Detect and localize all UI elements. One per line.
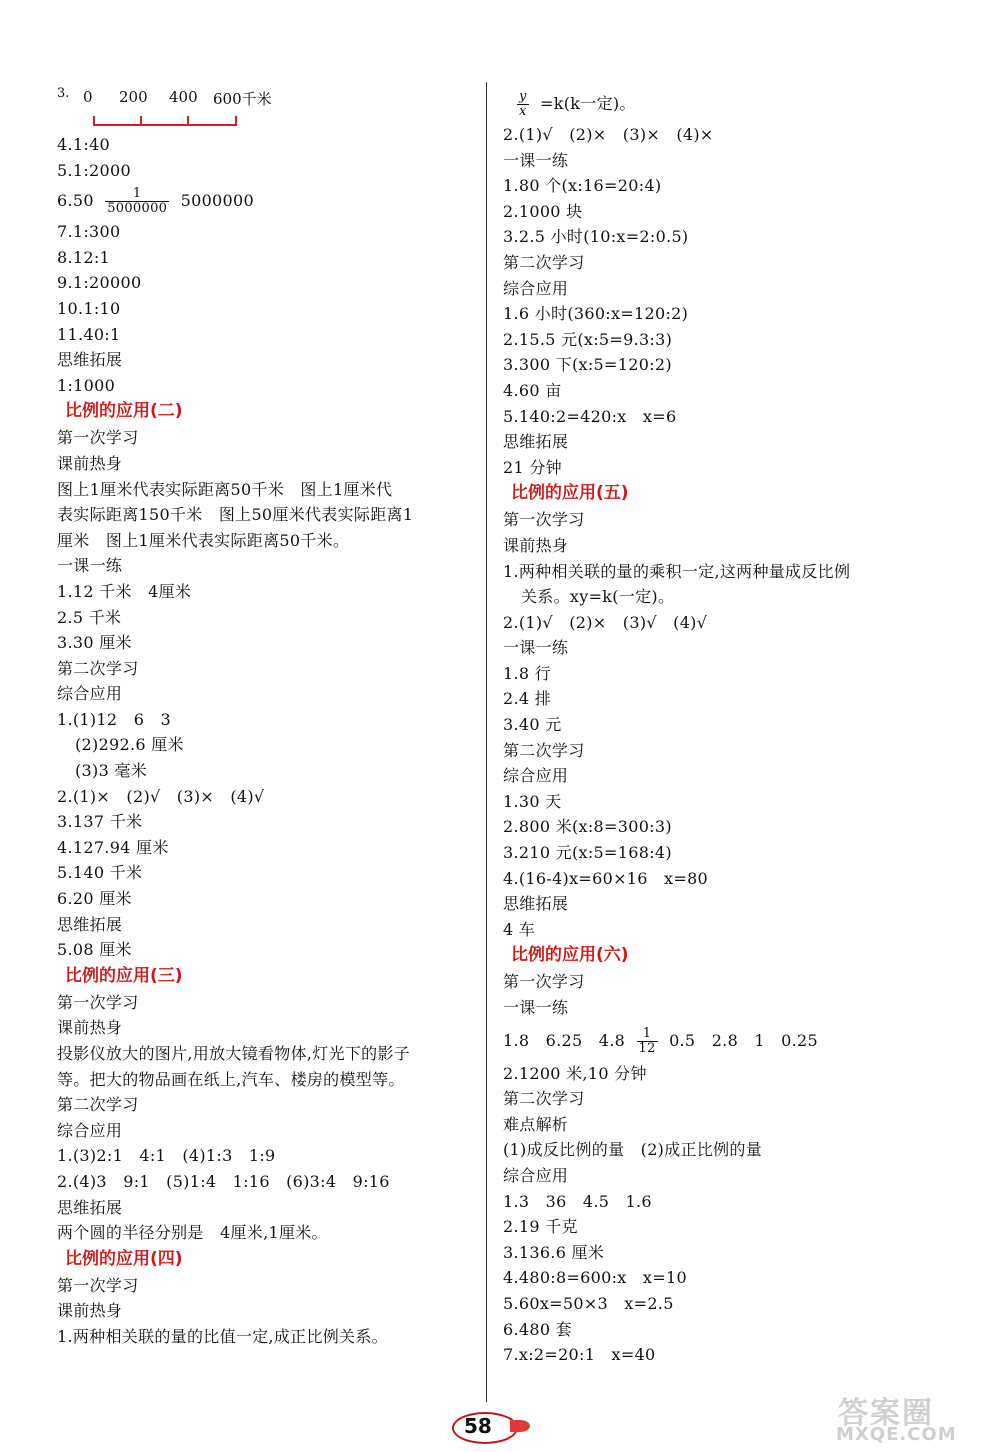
- section-heading: 比例的应用(五): [511, 483, 629, 504]
- scale-tick: [235, 116, 237, 126]
- answer-line: 思维拓展: [57, 914, 123, 934]
- answer-line: 3.210 元(x:5=168:4): [503, 843, 672, 863]
- answer-line: 第一次学习: [57, 428, 139, 448]
- answer-line: 3.137 千米: [57, 812, 143, 832]
- answer-line: 1.8 行: [503, 663, 552, 683]
- left-column: [57, 88, 477, 1350]
- answer-line: 关系。xy=k(一定)。: [521, 587, 675, 607]
- answer-line: 2.(1)√ (2)× (3)× (4)×: [503, 125, 714, 144]
- answer-line: 一课一练: [503, 638, 569, 658]
- answer-line: 一课一练: [503, 998, 569, 1017]
- answer-line: 第一次学习: [503, 972, 585, 992]
- answer-line: 课前热身: [57, 1018, 123, 1038]
- answer-line: 第一次学习: [503, 510, 585, 530]
- answer-line: 4.1:40: [57, 135, 110, 154]
- answer-line: 5.08 厘米: [57, 940, 132, 960]
- answer-line: 1.30 天: [503, 791, 562, 811]
- answer-line: (2)292.6 厘米: [75, 735, 184, 755]
- answer-line-6: [57, 183, 477, 219]
- answer-line: 课前热身: [503, 535, 569, 555]
- answer-line: 2.19 千克: [503, 1217, 578, 1237]
- scale-tick: [187, 116, 189, 126]
- answer-line: 1.两种相关联的量的比值一定,成正比例关系。: [57, 1326, 388, 1346]
- page-number: 58: [464, 1414, 492, 1438]
- answer-line: 2.1200 米,10 分钟: [503, 1063, 647, 1083]
- answer-text: 1.8 6.25 4.8: [503, 1030, 626, 1050]
- answer-line: 5.140:2=420:x x=6: [503, 406, 677, 426]
- fraction: [637, 1027, 658, 1056]
- answer-line: 3.136.6 厘米: [503, 1242, 605, 1262]
- section-heading: 比例的应用(二): [65, 401, 183, 422]
- scale-tick: [93, 116, 95, 126]
- answer-line: 5.60x=50×3 x=2.5: [503, 1293, 674, 1313]
- answer-line: (3)3 毫米: [75, 761, 148, 781]
- answer-line: 1.(1)12 6 3: [57, 709, 171, 729]
- answer-line: 2.(1)× (2)√ (3)× (4)√: [57, 786, 265, 806]
- answer-line: 3.300 下(x:5=120:2): [503, 355, 672, 375]
- answer-line: 8.12:1: [57, 247, 110, 267]
- fraction-numerator: 1: [637, 1027, 658, 1042]
- answer-line: 第二次学习: [503, 740, 585, 760]
- answer-line: 6.480 套: [503, 1319, 572, 1339]
- answer-text: 0.5 2.8 1 0.25: [669, 1030, 818, 1050]
- answer-line: 2.1000 块: [503, 201, 583, 221]
- answer-line: 一课一练: [503, 150, 569, 170]
- answer-line: 综合应用: [503, 766, 569, 786]
- answer-line: 1.6 小时(360:x=120:2): [503, 304, 689, 324]
- answer-line: 3.2.5 小时(10:x=2:0.5): [503, 227, 689, 247]
- scale-bar: [93, 114, 237, 126]
- answer-line: 7.1:300: [57, 222, 121, 242]
- fraction: [517, 90, 529, 119]
- answer-text: 6.50: [57, 191, 94, 211]
- fraction-denominator: 12: [638, 1040, 656, 1056]
- answer-line: 等。把大的物品画在纸上,汽车、楼房的模型等。: [57, 1069, 405, 1089]
- page-number-badge: [452, 1408, 532, 1444]
- answer-line: 5.1:2000: [57, 160, 131, 180]
- answer-line: 1.(3)2:1 4:1 (4)1:3 1:9: [57, 1146, 276, 1166]
- answer-line: 1.3 36 4.5 1.6: [503, 1191, 652, 1211]
- watermark-en: MXQE.COM: [836, 1424, 957, 1445]
- answer-line: 第二次学习: [503, 252, 585, 272]
- answer-line: 课前热身: [57, 1301, 123, 1321]
- answer-line: 7.x:2=20:1 x=40: [503, 1345, 656, 1365]
- answer-line: 课前热身: [57, 453, 123, 473]
- watermark-cn: 答案圈: [838, 1396, 934, 1431]
- fraction-numerator: y: [519, 89, 527, 104]
- watermark-logo: [830, 1388, 990, 1448]
- answer-line: 第二次学习: [57, 658, 139, 678]
- answer-line: 1:1000: [57, 375, 116, 395]
- answer-line: 思维拓展: [503, 894, 569, 914]
- answer-line: 1.80 个(x:16=20:4): [503, 176, 662, 196]
- scale-label-400: 400: [169, 88, 198, 106]
- right-column: [503, 86, 943, 1368]
- answer-line: 第一次学习: [57, 992, 139, 1012]
- answer-line: 难点解析: [503, 1114, 569, 1134]
- section-heading: 比例的应用(六): [511, 945, 629, 966]
- answer-line: 3.40 元: [503, 715, 562, 735]
- scale-num: 3.: [57, 86, 70, 101]
- answer-line: 综合应用: [503, 278, 569, 298]
- answer-line: 思维拓展: [57, 350, 123, 370]
- answer-line: 2.(1)√ (2)× (3)√ (4)√: [503, 612, 708, 632]
- answer-line: 图上1厘米代表实际距离50千米 图上1厘米代: [57, 479, 393, 499]
- answer-line: 第二次学习: [57, 1095, 139, 1115]
- answer-line: 综合应用: [57, 1120, 123, 1140]
- answer-line: 一课一练: [57, 556, 123, 576]
- fraction-numerator: 1: [105, 187, 169, 202]
- scale-label-0: 0: [83, 88, 93, 106]
- answer-text: 5000000: [180, 191, 254, 211]
- scale-tick: [140, 116, 142, 126]
- answer-line: 思维拓展: [503, 432, 569, 452]
- answer-line: 6.20 厘米: [57, 889, 132, 909]
- answer-line: 表实际距离150千米 图上50厘米代表实际距离1: [57, 505, 414, 525]
- answer-line: 1.12 千米 4厘米: [57, 581, 192, 601]
- fraction-denominator: 5000000: [107, 201, 168, 217]
- answer-line: 思维拓展: [57, 1197, 123, 1217]
- scale-diagram: [57, 88, 477, 132]
- answer-line: 9.1:20000: [57, 273, 142, 293]
- answer-line: 11.40:1: [57, 324, 121, 344]
- answer-line: 4.60 亩: [503, 380, 562, 400]
- answer-line: 4.(16-4)x=60×16 x=80: [503, 868, 709, 888]
- fraction-denominator: x: [519, 104, 527, 119]
- answer-line: 综合应用: [503, 1165, 569, 1185]
- formula-text: =k(k一定)。: [540, 94, 636, 113]
- answer-line: 投影仪放大的图片,用放大镜看物体,灯光下的影子: [57, 1044, 411, 1063]
- section-heading: 比例的应用(四): [65, 1248, 183, 1269]
- answer-line: 2.5 千米: [57, 607, 122, 627]
- section-heading: 比例的应用(三): [65, 965, 183, 986]
- scale-label-200: 200: [119, 88, 148, 106]
- answer-line: 1.两种相关联的量的乘积一定,这两种量成反比例: [503, 561, 851, 581]
- answer-line: 2.4 排: [503, 689, 552, 709]
- answer-line: 两个圆的半径分别是 4厘米,1厘米。: [57, 1223, 328, 1243]
- answer-line: 10.1:10: [57, 298, 121, 318]
- column-divider: [486, 82, 487, 1402]
- answer-line: 第一次学习: [57, 1275, 139, 1295]
- answer-line: 2.15.5 元(x:5=9.3:3): [503, 329, 673, 349]
- answer-line: 4 车: [503, 919, 536, 939]
- answer-line: 21 分钟: [503, 457, 562, 477]
- formula-line: [503, 86, 943, 122]
- answer-line: 2.800 米(x:8=300:3): [503, 817, 672, 837]
- answer-line: 4.127.94 厘米: [57, 837, 169, 857]
- answer-line: (1)成反比例的量 (2)成正比例的量: [503, 1140, 763, 1160]
- answer-line: 2.(4)3 9:1 (5)1:4 1:16 (6)3:4 9:16: [57, 1171, 390, 1191]
- answer-line: 3.30 厘米: [57, 633, 132, 653]
- answer-line: 厘米 图上1厘米代表实际距离50千米。: [57, 530, 350, 550]
- page-number-tail: [510, 1420, 530, 1432]
- fraction: [105, 187, 169, 216]
- answer-line: 第二次学习: [503, 1089, 585, 1109]
- scale-label-600: 600千米: [213, 90, 272, 108]
- answer-line: 4.480:8=600:x x=10: [503, 1268, 687, 1288]
- answer-line: 5.140 千米: [57, 863, 143, 883]
- answer-line-fraction: [503, 1021, 943, 1061]
- answer-line: 综合应用: [57, 684, 123, 704]
